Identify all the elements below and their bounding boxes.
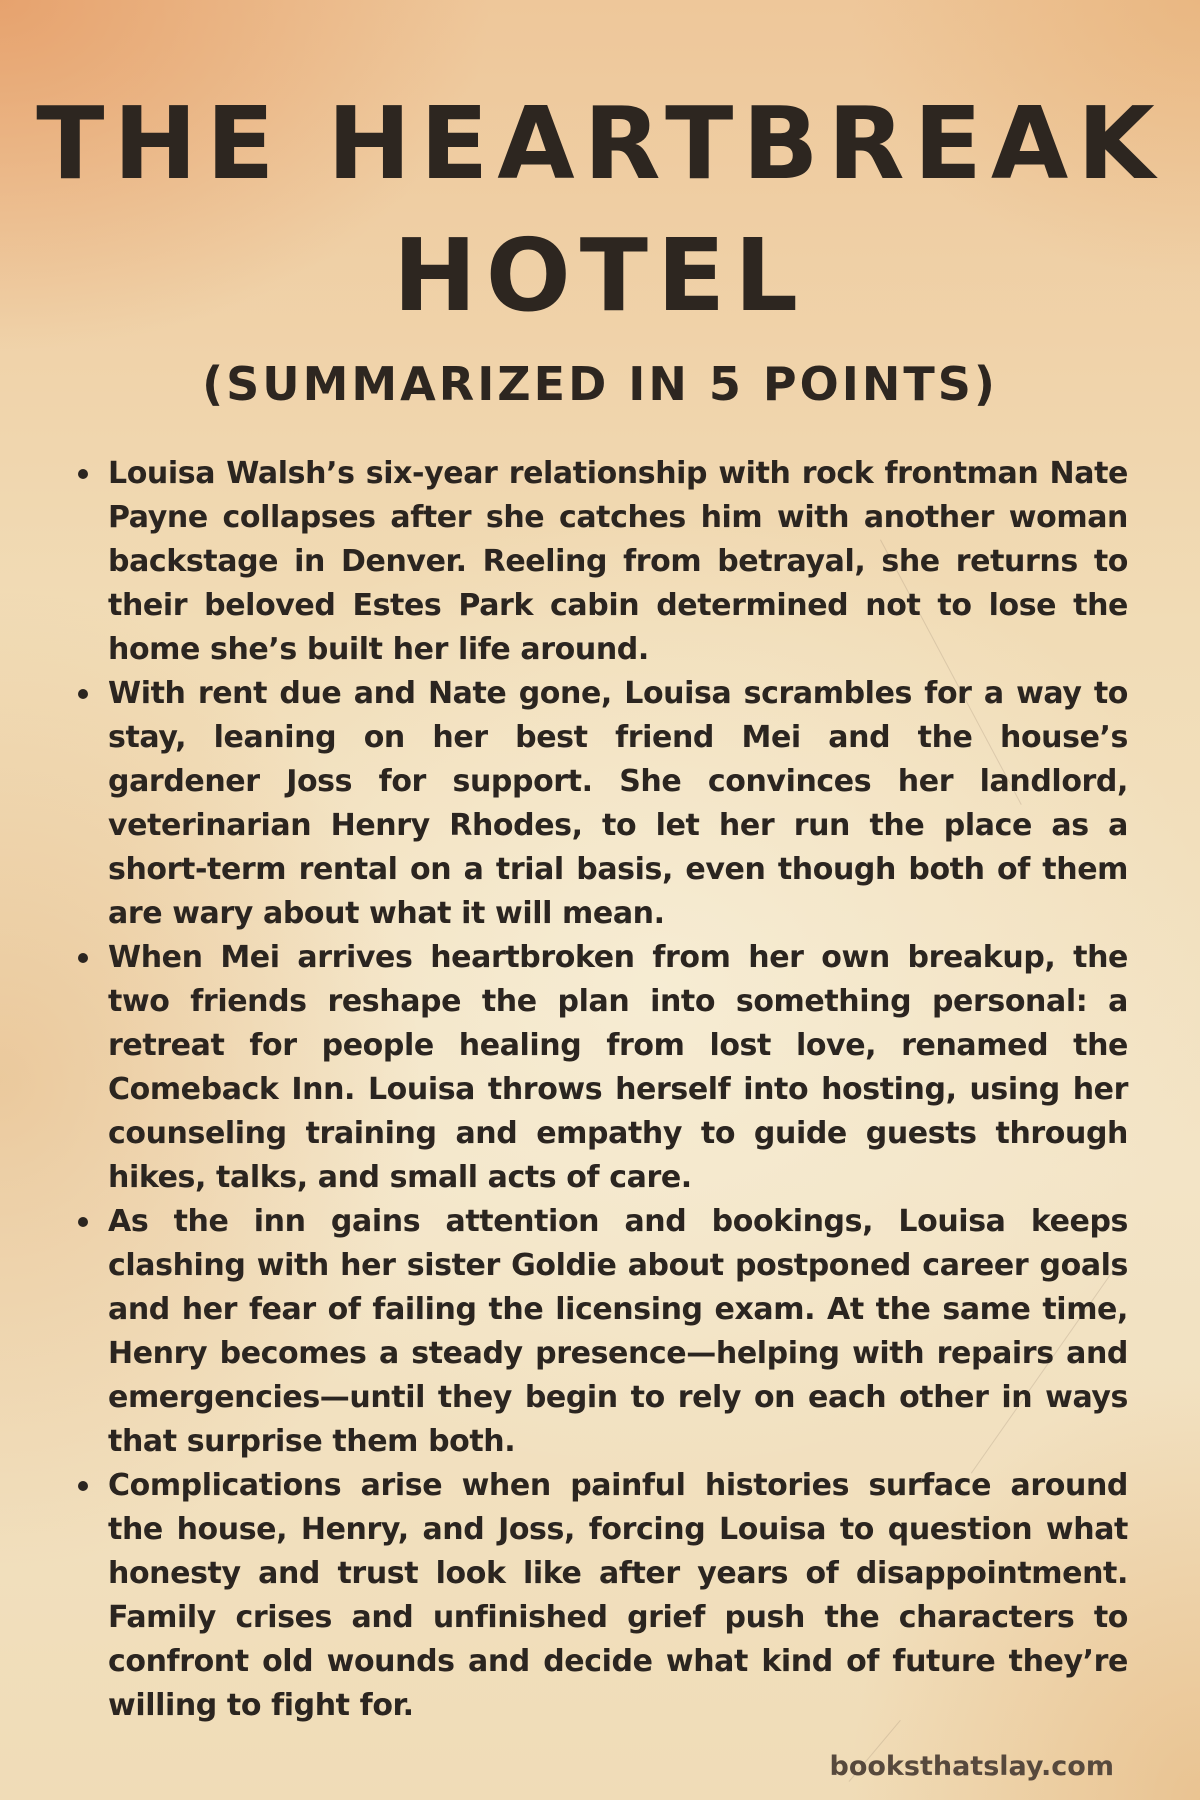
page-subtitle: (SUMMARIZED IN 5 POINTS) — [202, 357, 998, 411]
page-title: THE HEARTBREAK HOTEL — [36, 85, 1164, 334]
summary-point-text: Complications arise when painful histories surface around the house, Henry, and Joss, forcing Louisa to question what honesty and trust look like after years of disappointment. Family crises and unfinished grief push the characters to confront old wounds and decide what kind of future they’re willing to fight for. — [108, 1468, 1128, 1723]
summary-point — [72, 1464, 1128, 1728]
bullet-icon — [78, 1481, 88, 1491]
bullet-icon — [78, 953, 88, 963]
summary-point-text: With rent due and Nate gone, Louisa scrambles for a way to stay, leaning on her best friend Mei and the house’s gardener Joss for support. She convinces her landlord, veterinarian Henry Rhodes, to let her run the place as a short-term rental on a trial basis, even though both of them are wary about what it will mean. — [108, 676, 1128, 931]
summary-point — [72, 452, 1128, 672]
summary-point — [72, 672, 1128, 936]
summary-points-list — [72, 452, 1128, 1728]
summary-point — [72, 936, 1128, 1200]
summary-point — [72, 1200, 1128, 1464]
bullet-icon — [78, 469, 88, 479]
summary-point-text: Louisa Walsh’s six-year relationship with rock frontman Nate Payne collapses after she catches him with another woman backstage in Denver. Reeling from betrayal, she returns to their beloved Estes Park cabin determined not to lose the home she’s built her life around. — [108, 456, 1128, 667]
site-watermark: booksthatslay.com — [829, 1751, 1114, 1782]
bullet-icon — [78, 1217, 88, 1227]
bullet-icon — [78, 689, 88, 699]
summary-point-text: As the inn gains attention and bookings, Louisa keeps clashing with her sister Goldie about postponed career goals and her fear of failing the licensing exam. At the same time, Henry becomes a steady presence—helping with repairs and emergencies—until they begin to rely on each other in ways that surprise them both. — [108, 1204, 1128, 1459]
summary-point-text: When Mei arrives heartbroken from her own breakup, the two friends reshape the plan into something personal: a retreat for people healing from lost love, renamed the Comeback Inn. Louisa throws herself into hosting, using her counseling training and empathy to guide guests through hikes, talks, and small acts of care. — [108, 940, 1128, 1195]
